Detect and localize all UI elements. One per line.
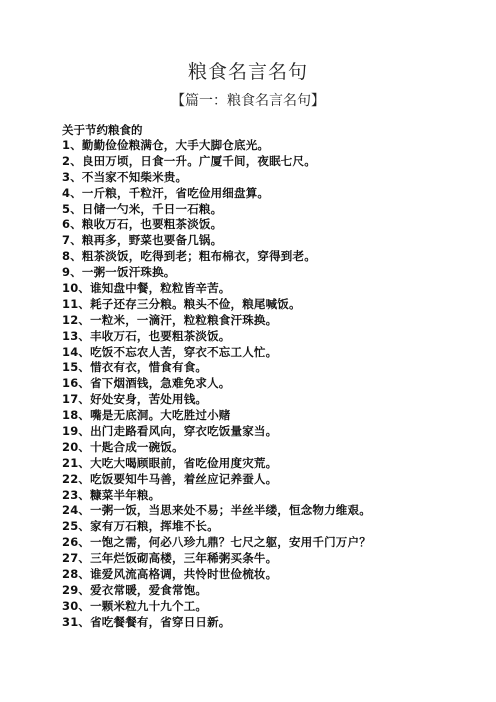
list-item: 24、一粥一饭，当思来处不易；半丝半缕，恒念物力维艰。 [62, 503, 371, 518]
list-item: 25、家有万石粮，挥堆不长。 [62, 519, 219, 534]
list-item: 12、一粒米，一滴汗，粒粒粮食汗珠换。 [62, 312, 278, 327]
list-item: 27、三年烂饭砌高楼，三年稀粥买条牛。 [62, 551, 278, 566]
list-item: 29、爱衣常暖，爱食常饱。 [62, 582, 208, 597]
list-item: 10、谁知盘中餐，粒粒皆辛苦。 [62, 281, 231, 296]
quote-list [62, 138, 482, 631]
list-item: 4、一斤粮，千粒汗，省吃俭用细盘算。 [62, 185, 270, 200]
list-item: 16、省下烟酒钱，急难免求人。 [62, 376, 231, 391]
list-item: 22、吃饭要知牛马善，着丝应记养蚕人。 [62, 471, 278, 486]
list-item: 17、好处安身，苦处用钱。 [62, 392, 208, 407]
list-item: 20、十匙合成一碗饭。 [62, 439, 184, 454]
intro-line: 关于节约粮食的 [62, 123, 143, 137]
list-item: 13、丰收万石，也要粗茶淡饭。 [62, 328, 231, 343]
list-item: 15、惜衣有衣，惜食有食。 [62, 360, 208, 375]
list-item: 19、出门走路看风向，穿衣吃饭量家当。 [62, 424, 278, 439]
list-item: 9、一粥一饭汗珠换。 [62, 265, 176, 280]
list-item: 30、一颗米粒九十九个工。 [62, 598, 208, 613]
list-item: 6、粮收万石，也要粗茶淡饭。 [62, 217, 223, 232]
list-item: 31、省吃餐餐有，省穿日日新。 [62, 614, 231, 629]
section-heading: 【篇一：粮食名言名句】 [171, 93, 325, 109]
list-item: 18、嘴是无底洞。大吃胜过小赌 [62, 408, 231, 423]
list-item: 1、勤勤俭俭粮满仓，大手大脚仓底光。 [62, 138, 270, 152]
list-item: 21、大吃大喝顾眼前，省吃俭用度灾荒。 [62, 455, 278, 470]
list-item: 26、一饱之需，何必八珍九鼎？七尺之躯，安用千门万户？ [62, 535, 371, 550]
list-item: 23、糠菜半年粮。 [62, 487, 161, 502]
list-item: 14、吃饭不忘农人苦，穿衣不忘工人忙。 [62, 344, 278, 359]
list-item: 5、日储一勺米，千日一石粮。 [62, 201, 223, 216]
list-item: 2、良田万顷，日食一升。广厦千间，夜眠七尺。 [62, 153, 316, 168]
list-item: 28、谁爱风流高格调，共怜时世俭梳妆。 [62, 567, 278, 582]
list-item: 8、粗茶淡饭，吃得到老；粗布棉衣，穿得到老。 [62, 249, 316, 264]
list-item: 7、粮再多，野菜也要备几锅。 [62, 233, 223, 248]
page-title: 粮食名言名句 [187, 61, 308, 83]
list-item: 3、不当家不知柴米贵。 [62, 169, 188, 184]
list-item: 11、耗子还存三分粮。粮头不俭，粮尾喊饭。 [62, 296, 301, 311]
